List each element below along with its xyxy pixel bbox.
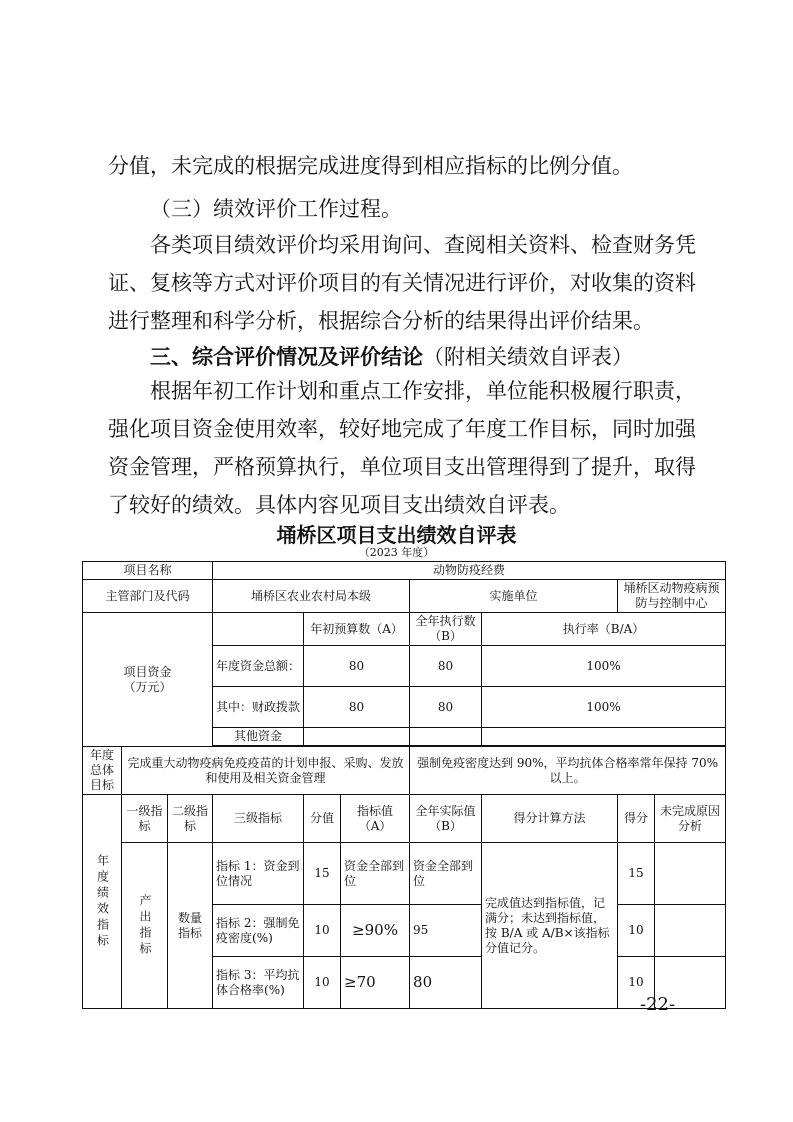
indicator-reason <box>655 843 726 905</box>
table-row <box>83 613 726 646</box>
indicator-got: 10 <box>618 957 655 1009</box>
indicator-name: 指标 2：强制免疫密度(%) <box>213 905 304 957</box>
indicator-name: 指标 3：平均抗体合格率(%) <box>213 957 304 1009</box>
dept-value: 埇桥区农业农村局本级 <box>213 580 410 613</box>
funds-budget <box>304 728 410 746</box>
project-name: 动物防疫经费 <box>213 562 726 580</box>
col-actual-header: 全年执行数（B） <box>410 613 482 646</box>
indicator-got: 15 <box>618 843 655 905</box>
funds-row-label: 其他资金 <box>213 728 304 746</box>
funds-budget: 80 <box>304 687 410 728</box>
annual-label: 年度绩效指标 <box>83 795 122 1009</box>
funds-actual: 80 <box>410 687 482 728</box>
goal-left: 完成重大动物疫病免疫疫苗的计划申报、采购、发放和使用及相关资金管理 <box>122 747 410 795</box>
header-got: 得分 <box>618 795 655 843</box>
paragraph-3: 各类项目绩效评价均采用询问、查阅相关资料、检查财务凭证、复核等方式对评价项目的有关情况进行评价，对收集的资料进行整理和科学分析，根据综合分析的结果得出评价结果。 <box>108 233 696 333</box>
indicator-got: 10 <box>618 905 655 957</box>
section-heading-note: （附相关绩效自评表） <box>423 345 633 369</box>
paragraph-5: 根据年初工作计划和重点工作安排，单位能积极履行职责，强化项目资金使用效率，较好地完成了年度工作目标，同时加强资金管理，严格预算执行，单位项目支出管理得到了提升，取得了较好的绩效。具体内容见项目支出绩效自评表。 <box>108 379 696 517</box>
funds-rate: 100% <box>482 687 726 728</box>
indicator-score: 10 <box>304 905 341 957</box>
table-row <box>83 795 726 843</box>
table-row <box>83 580 726 613</box>
header-method: 得分计算方法 <box>482 795 618 843</box>
funds-budget: 80 <box>304 646 410 687</box>
indicator-target: ≥90% <box>341 905 410 957</box>
indicator-score: 15 <box>304 843 341 905</box>
funds-rate: 100% <box>482 646 726 687</box>
indicator-reason <box>655 905 726 957</box>
goal-right: 强制免疫密度达到 90%，平均抗体合格率常年保持 70%以上。 <box>410 747 726 795</box>
funds-actual: 80 <box>410 646 482 687</box>
indicator-actual: 80 <box>410 957 482 1009</box>
indicator-actual: 95 <box>410 905 482 957</box>
l2-name: 数量指标 <box>168 843 213 1009</box>
section-heading-title: 三、综合评价情况及评价结论 <box>150 345 423 369</box>
col-budget-header: 年初预算数（A） <box>304 613 410 646</box>
section-heading <box>108 338 698 376</box>
funds-rate <box>482 728 726 746</box>
project-name-label: 项目名称 <box>83 562 213 580</box>
goal-label: 年度总体目标 <box>83 747 122 795</box>
indicator-target: ≥70 <box>341 957 410 1009</box>
paragraph-1: 分值，未完成的根据完成进度得到相应指标的比例分值。 <box>108 154 633 178</box>
header-l2: 二级指标 <box>168 795 213 843</box>
indicator-score: 10 <box>304 957 341 1009</box>
header-reason: 未完成原因分析 <box>655 795 726 843</box>
impl-label: 实施单位 <box>410 580 618 613</box>
paragraph-2: （三）绩效评价工作过程。 <box>150 197 402 221</box>
col-rate-header: 执行率（B/A） <box>482 613 726 646</box>
l1-name: 产出指标 <box>122 843 168 1009</box>
scoring-method: 完成值达到指标值，记满分；未达到指标值，按 B/A 或 A/B×该指标分值记分。 <box>482 843 618 1009</box>
header-target: 指标值（A） <box>341 795 410 843</box>
empty-cell <box>213 613 304 646</box>
indicator-name: 指标 1：资金到位情况 <box>213 843 304 905</box>
table-title: 埇桥区项目支出绩效自评表 <box>276 523 517 547</box>
header-l3: 三级指标 <box>213 795 304 843</box>
table-row <box>83 843 726 905</box>
funds-row-label: 其中：财政拨款 <box>213 687 304 728</box>
performance-table <box>82 561 726 1009</box>
impl-value: 埇桥区动物疫病预防与控制中心 <box>618 580 726 613</box>
indicator-target: 资金全部到位 <box>341 843 410 905</box>
header-actual: 全年实际值（B） <box>410 795 482 843</box>
dept-label: 主管部门及代码 <box>83 580 213 613</box>
funds-label: 项目资金（万元） <box>83 613 213 747</box>
page-number: -22- <box>640 994 676 1015</box>
header-l1: 一级指标 <box>122 795 168 843</box>
indicator-actual: 资金全部到位 <box>410 843 482 905</box>
funds-actual <box>410 728 482 746</box>
table-row <box>83 562 726 580</box>
table-subtitle: （2023 年度） <box>358 546 435 559</box>
funds-row-label: 年度资金总额： <box>213 646 304 687</box>
header-score: 分值 <box>304 795 341 843</box>
table-row <box>83 747 726 795</box>
